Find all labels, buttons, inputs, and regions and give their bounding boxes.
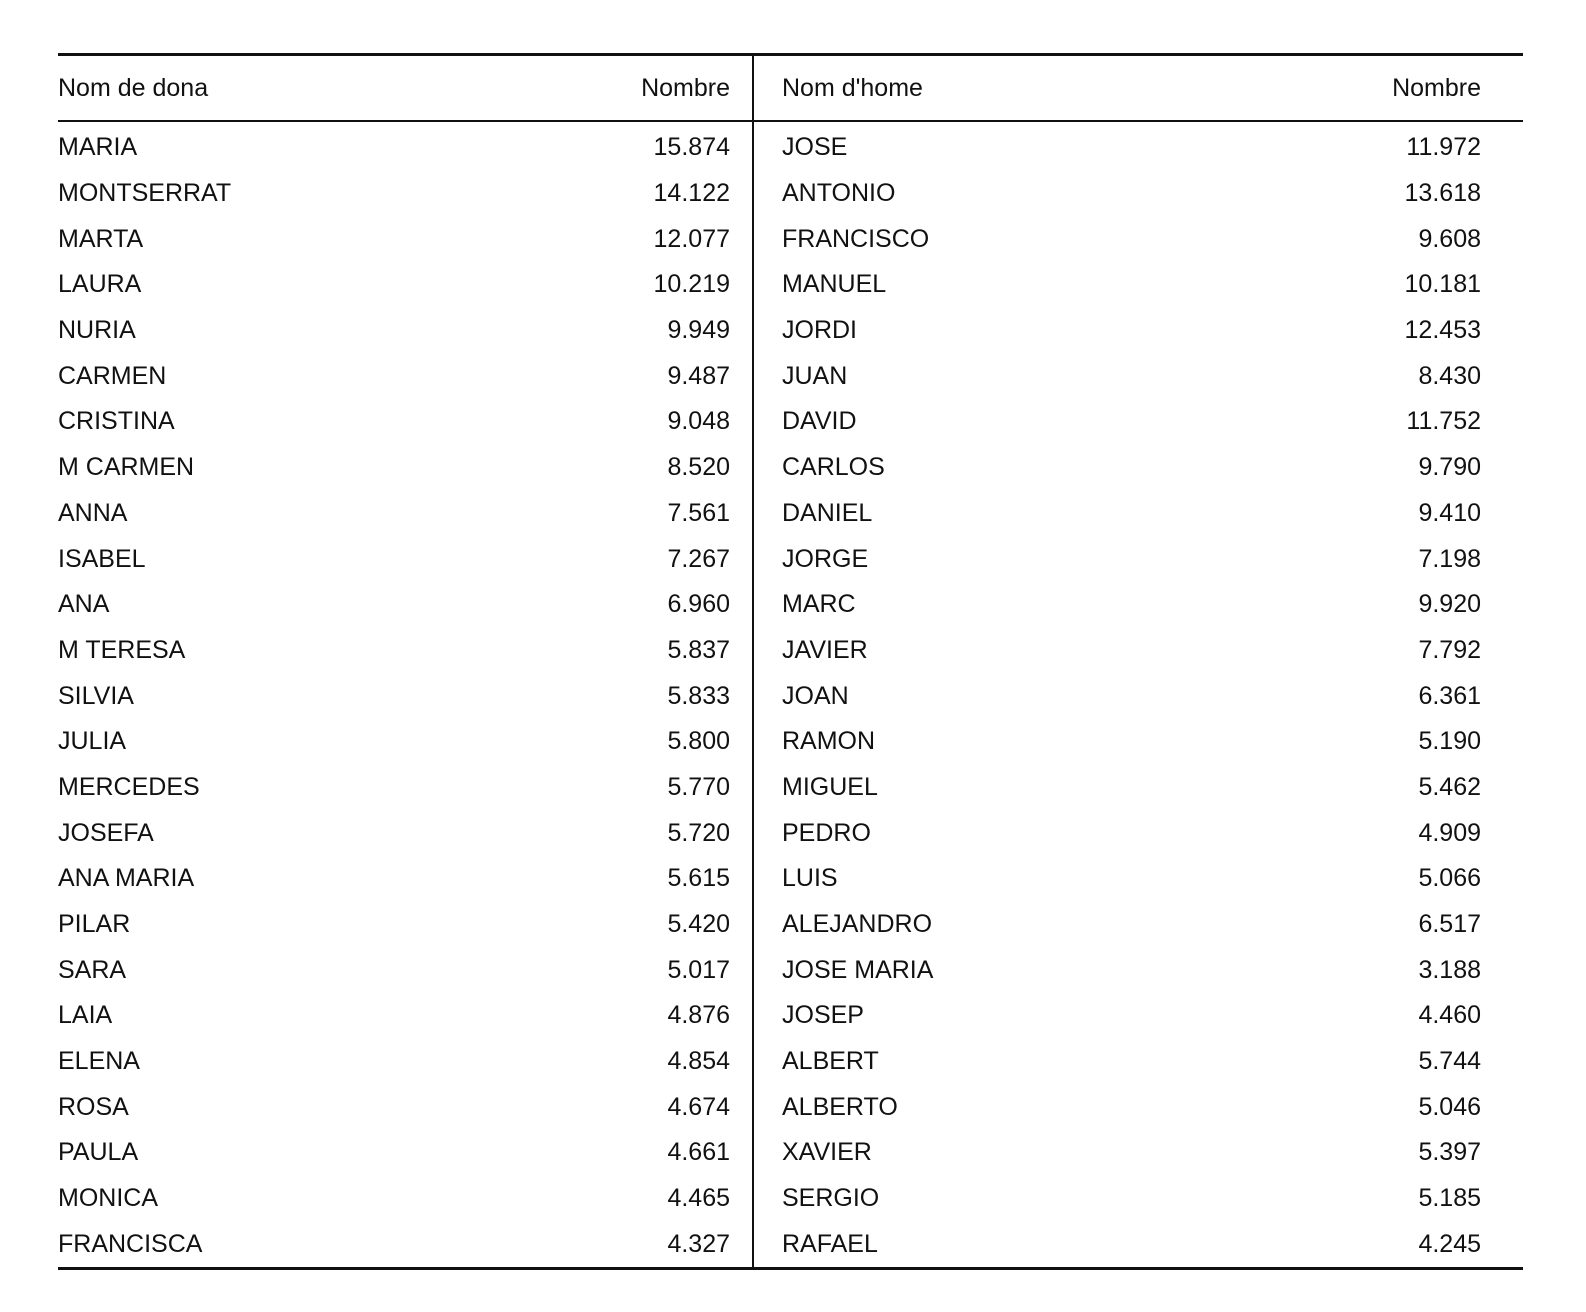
table-row xyxy=(58,1084,1523,1130)
female-name-cell: MONICA xyxy=(58,1184,158,1213)
female-name-cell: LAURA xyxy=(58,270,142,299)
table-row xyxy=(58,1176,1523,1222)
female-count-cell: 4.327 xyxy=(508,1222,753,1269)
female-count-cell: 7.267 xyxy=(508,536,753,582)
male-count-cell: 8.430 xyxy=(1418,361,1481,390)
female-count-cell: 8.520 xyxy=(508,445,753,491)
header-row xyxy=(58,55,1523,122)
names-table xyxy=(58,53,1523,1270)
female-count-cell: 10.219 xyxy=(508,262,753,308)
table-row xyxy=(58,1130,1523,1176)
header-male-name: Nom d'home xyxy=(782,73,923,102)
table-row xyxy=(58,902,1523,948)
female-name-cell: PAULA xyxy=(58,1138,139,1167)
female-count-cell: 14.122 xyxy=(508,171,753,217)
table-row xyxy=(58,262,1523,308)
male-name-cell: ANTONIO xyxy=(782,179,896,208)
table-row xyxy=(58,947,1523,993)
male-count-cell: 6.517 xyxy=(1418,910,1481,939)
male-name-cell: JOAN xyxy=(782,681,849,710)
female-name-cell: MARTA xyxy=(58,224,144,253)
male-name-cell: JORGE xyxy=(782,544,869,573)
female-name-cell: M TERESA xyxy=(58,635,186,664)
table-row xyxy=(58,216,1523,262)
female-name-cell: PILAR xyxy=(58,910,131,939)
table-row xyxy=(58,582,1523,628)
female-name-cell: ELENA xyxy=(58,1047,140,1076)
table-row xyxy=(58,673,1523,719)
female-name-cell: ROSA xyxy=(58,1092,129,1121)
male-count-cell: 11.752 xyxy=(1406,407,1481,436)
male-count-cell: 5.066 xyxy=(1418,864,1481,893)
table-row xyxy=(58,445,1523,491)
female-name-cell: SILVIA xyxy=(58,681,134,710)
table-row xyxy=(58,121,1523,171)
male-count-cell: 5.397 xyxy=(1418,1138,1481,1167)
male-name-cell: RAFAEL xyxy=(782,1229,878,1258)
table-row xyxy=(58,399,1523,445)
male-name-cell: LUIS xyxy=(782,864,838,893)
header-female-name: Nom de dona xyxy=(58,73,209,102)
male-count-cell: 9.410 xyxy=(1418,498,1481,527)
table-row xyxy=(58,856,1523,902)
male-name-cell: ALEJANDRO xyxy=(782,910,933,939)
table-row xyxy=(58,308,1523,354)
male-count-cell: 5.185 xyxy=(1418,1184,1481,1213)
female-name-cell: LAIA xyxy=(58,1001,113,1030)
table-row xyxy=(58,810,1523,856)
female-name-cell: ANA xyxy=(58,590,110,619)
male-name-cell: MANUEL xyxy=(782,270,887,299)
female-count-cell: 9.949 xyxy=(508,308,753,354)
female-count-cell: 5.837 xyxy=(508,628,753,674)
female-name-cell: FRANCISCA xyxy=(58,1229,203,1258)
male-name-cell: JOSEP xyxy=(782,1001,864,1030)
female-count-cell: 5.017 xyxy=(508,947,753,993)
female-count-cell: 4.661 xyxy=(508,1130,753,1176)
male-name-cell: DANIEL xyxy=(782,498,873,527)
female-name-cell: MERCEDES xyxy=(58,772,200,801)
female-count-cell: 7.561 xyxy=(508,491,753,537)
male-name-cell: ALBERTO xyxy=(782,1092,898,1121)
male-name-cell: JAVIER xyxy=(782,635,868,664)
table-header xyxy=(58,55,1523,122)
female-count-cell: 4.876 xyxy=(508,993,753,1039)
female-count-cell: 5.770 xyxy=(508,765,753,811)
female-name-cell: ANNA xyxy=(58,498,128,527)
table-row xyxy=(58,171,1523,217)
female-name-cell: NURIA xyxy=(58,316,136,345)
female-count-cell: 5.800 xyxy=(508,719,753,765)
male-count-cell: 5.046 xyxy=(1418,1092,1481,1121)
male-name-cell: DAVID xyxy=(782,407,857,436)
male-name-cell: JORDI xyxy=(782,316,857,345)
female-count-cell: 4.854 xyxy=(508,1039,753,1085)
male-name-cell: PEDRO xyxy=(782,818,871,847)
female-name-cell: CRISTINA xyxy=(58,407,175,436)
female-count-cell: 4.465 xyxy=(508,1176,753,1222)
header-female-count: Nombre xyxy=(508,55,753,122)
male-count-cell: 9.920 xyxy=(1418,590,1481,619)
female-name-cell: JULIA xyxy=(58,727,127,756)
table-row xyxy=(58,353,1523,399)
male-count-cell: 11.972 xyxy=(1406,133,1481,162)
female-count-cell: 9.487 xyxy=(508,353,753,399)
male-count-cell: 10.181 xyxy=(1404,270,1481,299)
female-count-cell: 5.720 xyxy=(508,810,753,856)
female-name-cell: ISABEL xyxy=(58,544,146,573)
table-row xyxy=(58,719,1523,765)
table-row xyxy=(58,765,1523,811)
female-count-cell: 12.077 xyxy=(508,216,753,262)
header-male-count: Nombre xyxy=(1392,73,1481,102)
female-name-cell: SARA xyxy=(58,955,127,984)
male-name-cell: MARC xyxy=(782,590,856,619)
male-name-cell: JOSE MARIA xyxy=(782,955,934,984)
male-count-cell: 13.618 xyxy=(1404,179,1481,208)
female-count-cell: 15.874 xyxy=(508,121,753,171)
male-name-cell: XAVIER xyxy=(782,1138,872,1167)
male-count-cell: 7.792 xyxy=(1418,635,1481,664)
male-count-cell: 9.790 xyxy=(1418,453,1481,482)
male-count-cell: 5.744 xyxy=(1418,1047,1481,1076)
male-count-cell: 4.460 xyxy=(1418,1001,1481,1030)
female-count-cell: 5.615 xyxy=(508,856,753,902)
male-name-cell: JUAN xyxy=(782,361,848,390)
male-name-cell: MIGUEL xyxy=(782,772,878,801)
female-name-cell: M CARMEN xyxy=(58,453,195,482)
female-count-cell: 5.833 xyxy=(508,673,753,719)
male-count-cell: 4.245 xyxy=(1418,1229,1481,1258)
table-row xyxy=(58,1222,1523,1269)
female-count-cell: 5.420 xyxy=(508,902,753,948)
male-count-cell: 5.190 xyxy=(1418,727,1481,756)
male-count-cell: 3.188 xyxy=(1418,955,1481,984)
female-name-cell: MARIA xyxy=(58,133,138,162)
male-name-cell: RAMON xyxy=(782,727,876,756)
male-count-cell: 12.453 xyxy=(1404,316,1481,345)
female-count-cell: 6.960 xyxy=(508,582,753,628)
female-name-cell: MONTSERRAT xyxy=(58,179,232,208)
male-name-cell: JOSE xyxy=(782,133,848,162)
male-name-cell: FRANCISCO xyxy=(782,224,930,253)
table-body xyxy=(58,121,1523,1269)
male-count-cell: 5.462 xyxy=(1418,772,1481,801)
table-row xyxy=(58,491,1523,537)
male-count-cell: 6.361 xyxy=(1418,681,1481,710)
female-name-cell: JOSEFA xyxy=(58,818,154,847)
table-row xyxy=(58,1039,1523,1085)
table-row xyxy=(58,536,1523,582)
female-name-cell: CARMEN xyxy=(58,361,167,390)
male-count-cell: 7.198 xyxy=(1418,544,1481,573)
female-count-cell: 4.674 xyxy=(508,1084,753,1130)
male-name-cell: SERGIO xyxy=(782,1184,880,1213)
table-row xyxy=(58,628,1523,674)
male-count-cell: 9.608 xyxy=(1418,224,1481,253)
female-count-cell: 9.048 xyxy=(508,399,753,445)
male-name-cell: ALBERT xyxy=(782,1047,879,1076)
male-name-cell: CARLOS xyxy=(782,453,885,482)
male-count-cell: 4.909 xyxy=(1418,818,1481,847)
table-row xyxy=(58,993,1523,1039)
female-name-cell: ANA MARIA xyxy=(58,864,195,893)
